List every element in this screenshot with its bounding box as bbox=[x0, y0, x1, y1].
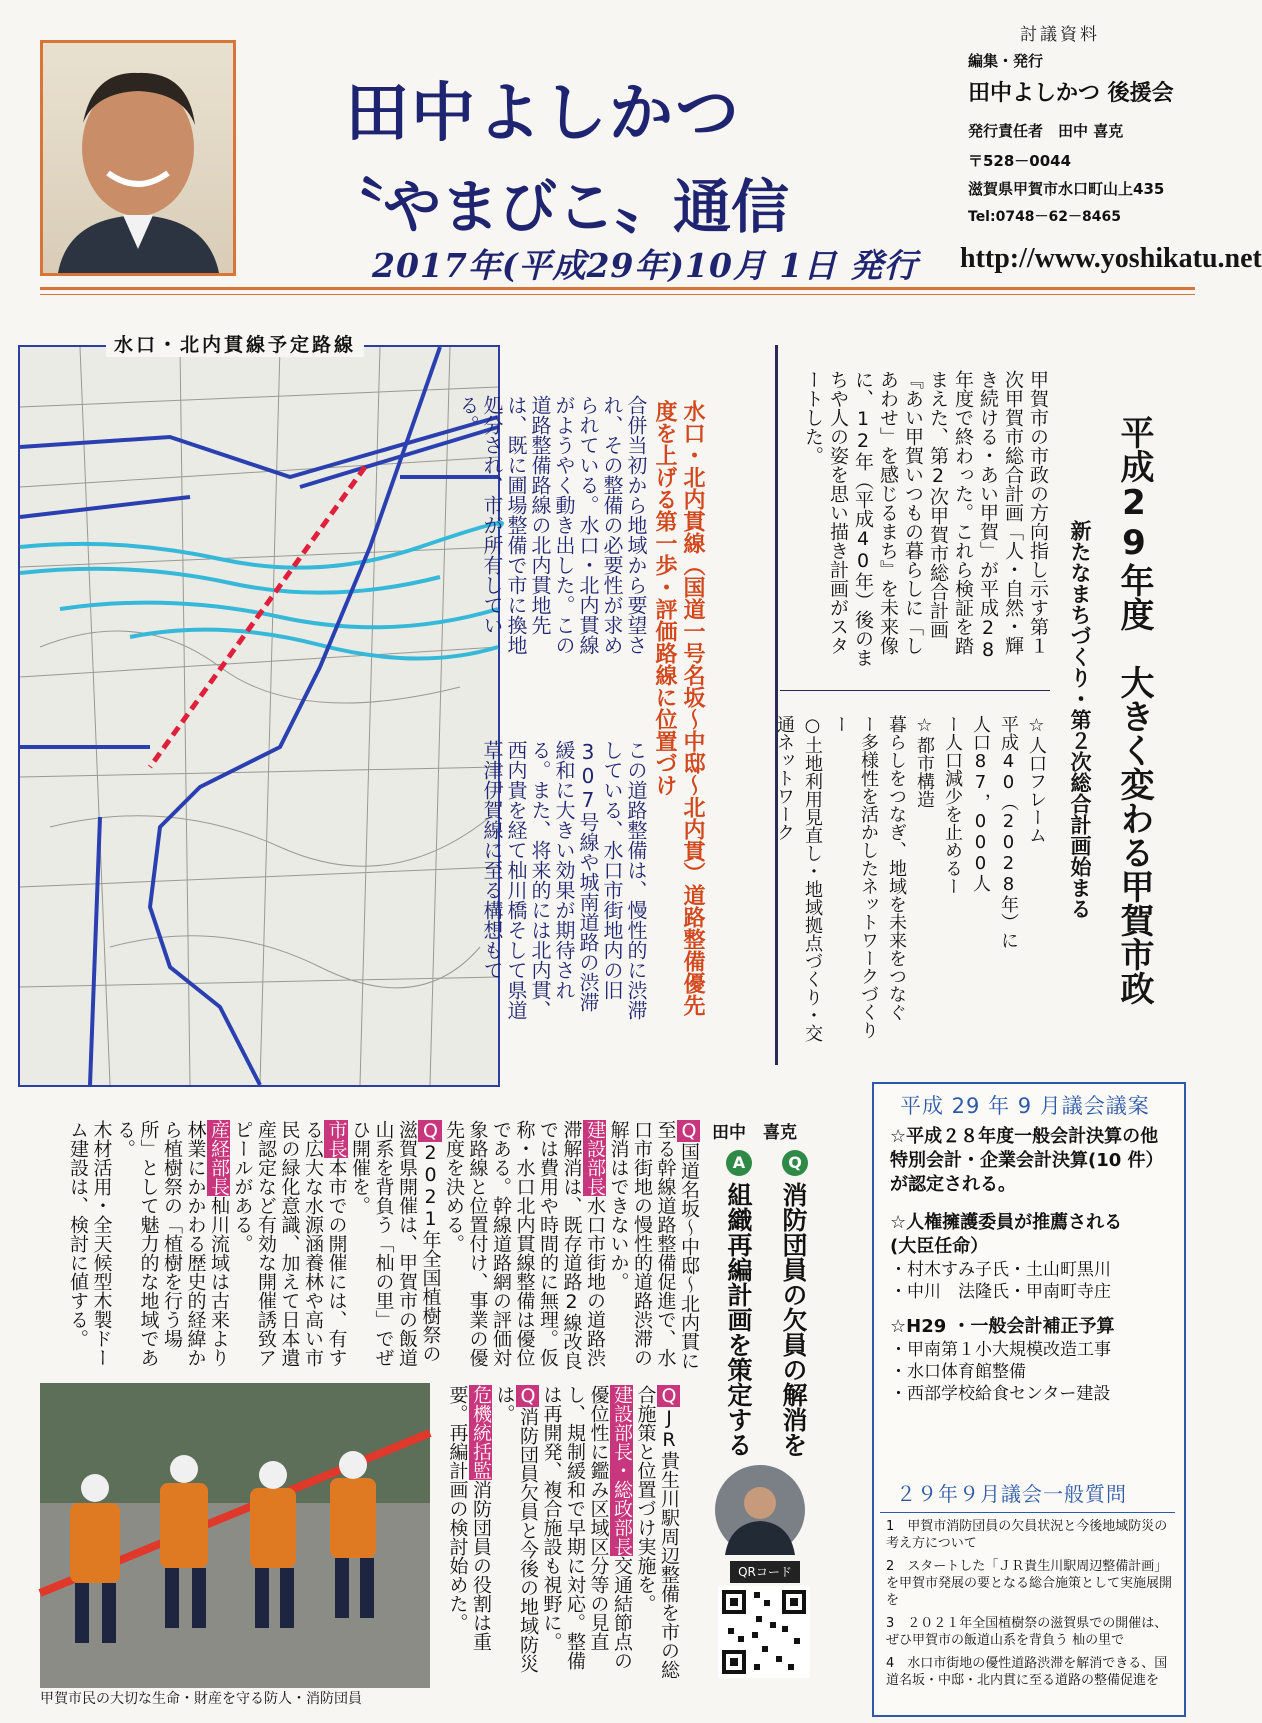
road-article-body2: この道路整備は、慢性的に渋滞している、水口市街地内の旧307号線や城南道路の渋滞緩和に大きい効果が期待される。また、将来的には北内貫、西内貴を経て杣川橋そして県道草津伊賀線に至る構想もて bbox=[480, 740, 648, 1020]
issue-date: 2017年(平成29年)10月 1日 発行 bbox=[372, 246, 918, 285]
agenda-item-6: ・甲南第１小大規模改造工事 bbox=[890, 1340, 1111, 1360]
question-mark-icon: Q bbox=[782, 1150, 808, 1176]
qa-item-3: Q2021年全国植樹祭の滋賀県開催は、甲賀市の飯道山系を背負う「杣の里」でぜひ開催を。 bbox=[349, 1120, 442, 1367]
qa-item-7: 建設部長・総政部長交通結節点の優位性に鑑み区域区分等の見直し、規制緩和で早期に対応。整備は再開発、複合施設も視野に。 bbox=[540, 1385, 633, 1670]
general-question-3: 3 ２０２１年全国植樹祭の滋賀県での開催は、ぜひ甲賀市の飯道山系を背負う 杣の里で bbox=[886, 1616, 1168, 1648]
agenda-item-4: ・中川 法隆氏・甲南町寺庄 bbox=[890, 1282, 1111, 1302]
plan-points bbox=[774, 715, 1050, 1045]
agenda-item-3: ・村木すみ子氏・土山町黒川 bbox=[890, 1260, 1111, 1280]
newsletter-title: 田中よしかつ bbox=[345, 76, 741, 151]
qa-item-4: 市長本市での開催には、有する広大な水源涵養林や高い市民の緑化意識、加えて日本遺産認定など有効な開催誘致アピールがある。 bbox=[231, 1120, 348, 1367]
qa-body-lower bbox=[440, 1385, 680, 1685]
answer-mark-icon: A bbox=[726, 1150, 752, 1176]
general-questions-title: ２９年９月議会一般質問 bbox=[896, 1482, 1127, 1506]
plan-divider-horizontal bbox=[780, 690, 1050, 691]
general-question-2: 2 スタートした「ＪＲ貴生川駅周辺整備計画」を甲賀市発展の要となる総合施策として実施展開を bbox=[886, 1559, 1173, 1608]
edit-label: 編集・発行 bbox=[968, 52, 1044, 70]
plan-point-7: ー多様性を活かしたネットワークづくりー bbox=[830, 715, 879, 1039]
address: 滋賀県甲賀市水口町山上435 bbox=[968, 180, 1165, 198]
plan-point-3: 人口87，000人 bbox=[970, 715, 991, 892]
qa-body-upper bbox=[30, 1120, 700, 1375]
plan-point-4: ー人口減少を止めるー bbox=[942, 715, 963, 895]
association-name: 田中よしかつ 後援会 bbox=[968, 81, 1174, 106]
qr-code[interactable] bbox=[718, 1586, 810, 1678]
plan-body: 甲賀市の市政の方向指し示す第１次甲賀市総合計画「人・自然・輝き続ける・あい甲賀」が平成28年度で終わった。これら検証を踏まえた、第2次甲賀市総合計画『あい甲賀いつもの暮らしに「しあわせ」を感じるまち』を未来像に、12年（平成40年）後のまちや人の姿を思い描き計画がスタートした。 bbox=[802, 370, 1049, 667]
website-url[interactable]: http://www.yoshikatu.net bbox=[960, 243, 1262, 274]
qa-item-1: Q国道名坂～中邸～北内貫に至る幹線道路整備促進で、水口市街地の慢性的道路渋滞の解消はできないか。 bbox=[607, 1120, 700, 1370]
postal-code: 〒528－0044 bbox=[968, 152, 1072, 170]
qa-answer-headline: 組織再編計画を策定する bbox=[724, 1182, 753, 1457]
plan-subhead: 新たなまちづくり・第２次総合計画始まる bbox=[1068, 520, 1092, 919]
agenda-item-8: ・西部学校給食センター建設 bbox=[890, 1384, 1111, 1404]
speaker-photo bbox=[715, 1465, 805, 1555]
qa-item-8: Q消防団員欠員と今後の地域防災は。 bbox=[493, 1385, 539, 1673]
header-divider bbox=[40, 287, 1195, 290]
qa-item-9: 危機統括監消防団員の役割は重要。再編計画の検討始めた。 bbox=[446, 1385, 492, 1651]
header-divider-thin bbox=[40, 294, 1195, 295]
agenda-title: 平成 29 年 9 月議会議案 bbox=[900, 1094, 1150, 1118]
general-questions-divider bbox=[880, 1512, 1175, 1513]
qa-item-6: QJR貴生川駅周辺整備を市の総合施策と位置づけ実施を。 bbox=[634, 1385, 680, 1679]
agenda-list bbox=[890, 1125, 1175, 1405]
general-question-1: 1 甲賀市消防団員の欠員状況と今後地域防災の考え方について bbox=[886, 1519, 1168, 1551]
qr-code-label: QRコード bbox=[730, 1561, 800, 1583]
firefighter-photo bbox=[40, 1383, 430, 1688]
telephone: Tel:0748－62－8465 bbox=[968, 209, 1121, 225]
general-questions-list bbox=[886, 1518, 1174, 1689]
map-caption: 水口・北内貫線予定路線 bbox=[106, 330, 364, 357]
plan-point-8: ○土地利用見直し・地域拠点づくり・交通ネットワーク bbox=[774, 715, 823, 1042]
photo-caption: 甲賀市民の大切な生命・財産を守る防人・消防団員 bbox=[40, 1691, 362, 1707]
agenda-item-1: ☆平成２８年度一般会計決算の他 特別会計・企業会計決算(10 件）が認定される。 bbox=[890, 1126, 1177, 1195]
publisher-name: 発行責任者 田中 喜克 bbox=[968, 122, 1124, 140]
agenda-item-7: ・水口体育館整備 bbox=[890, 1362, 1026, 1382]
agenda-item-2: ☆人権擁護委員が推薦される (大臣任命） bbox=[890, 1212, 1159, 1257]
road-article-headline: 水口・北内貫線（国道一号名坂～中邸～北内貫）道路整備優先度を上げる第一歩・評価路線に位置づけ bbox=[652, 400, 705, 1016]
plan-point-6: 暮らしをつなぎ、地域を未来をつなぐ bbox=[886, 715, 907, 1021]
qa-item-5: 産経部長杣川流域は古来より林業にかかわる歴史的経緯から植樹祭の「植樹を行う場所」として魅力的な地域である。 bbox=[114, 1120, 230, 1367]
road-article-body1: 合併当初から地域から要望され、その整備の必要性が求められている。水口・北内貫線がようやく動き出した。この道路整備路線の北内貫地先は、既に圃場整備で市に換地処分され、市が所有している。 bbox=[456, 395, 648, 655]
route-map bbox=[18, 345, 500, 1087]
plan-headline: 平成29年度 大きく変わる甲賀市政 bbox=[1114, 415, 1154, 1005]
plan-point-1: ☆人口フレーム bbox=[1026, 715, 1047, 844]
qa-question-headline: 消防団員の欠員の解消を bbox=[779, 1182, 808, 1457]
plan-point-2: 平成40（2028年）に bbox=[998, 715, 1019, 949]
agenda-item-5: ☆H29 ・一般会計補正予算 bbox=[890, 1316, 1115, 1337]
qa-speaker-name: 田中 喜克 bbox=[712, 1123, 797, 1143]
portrait-photo bbox=[40, 40, 236, 276]
qa-item-2: 建設部長水口市街地の道路渋滞解消は、既存道路2線改良では費用や時間的に無理。仮称・水口北内貫線整備は優位である。幹線道路網の評価対象路線と位置付け、事業の優先度を決める。 bbox=[443, 1120, 606, 1370]
road-lines bbox=[20, 347, 498, 1085]
newsletter-subtitle: 〝やまびこ〟通信 bbox=[325, 173, 790, 241]
plan-point-5: ☆都市構造 bbox=[914, 715, 935, 808]
document-type-label: 討議資料 bbox=[1020, 25, 1100, 45]
general-question-4: 4 水口市街地の優性道路渋滞を解消できる、国道名坂・中邸・北内貫に至る道路の整備促進を bbox=[886, 1656, 1168, 1688]
qa-item-10: 木材活用・全天候型木製ドーム建設は、検討に値する。 bbox=[67, 1120, 113, 1367]
